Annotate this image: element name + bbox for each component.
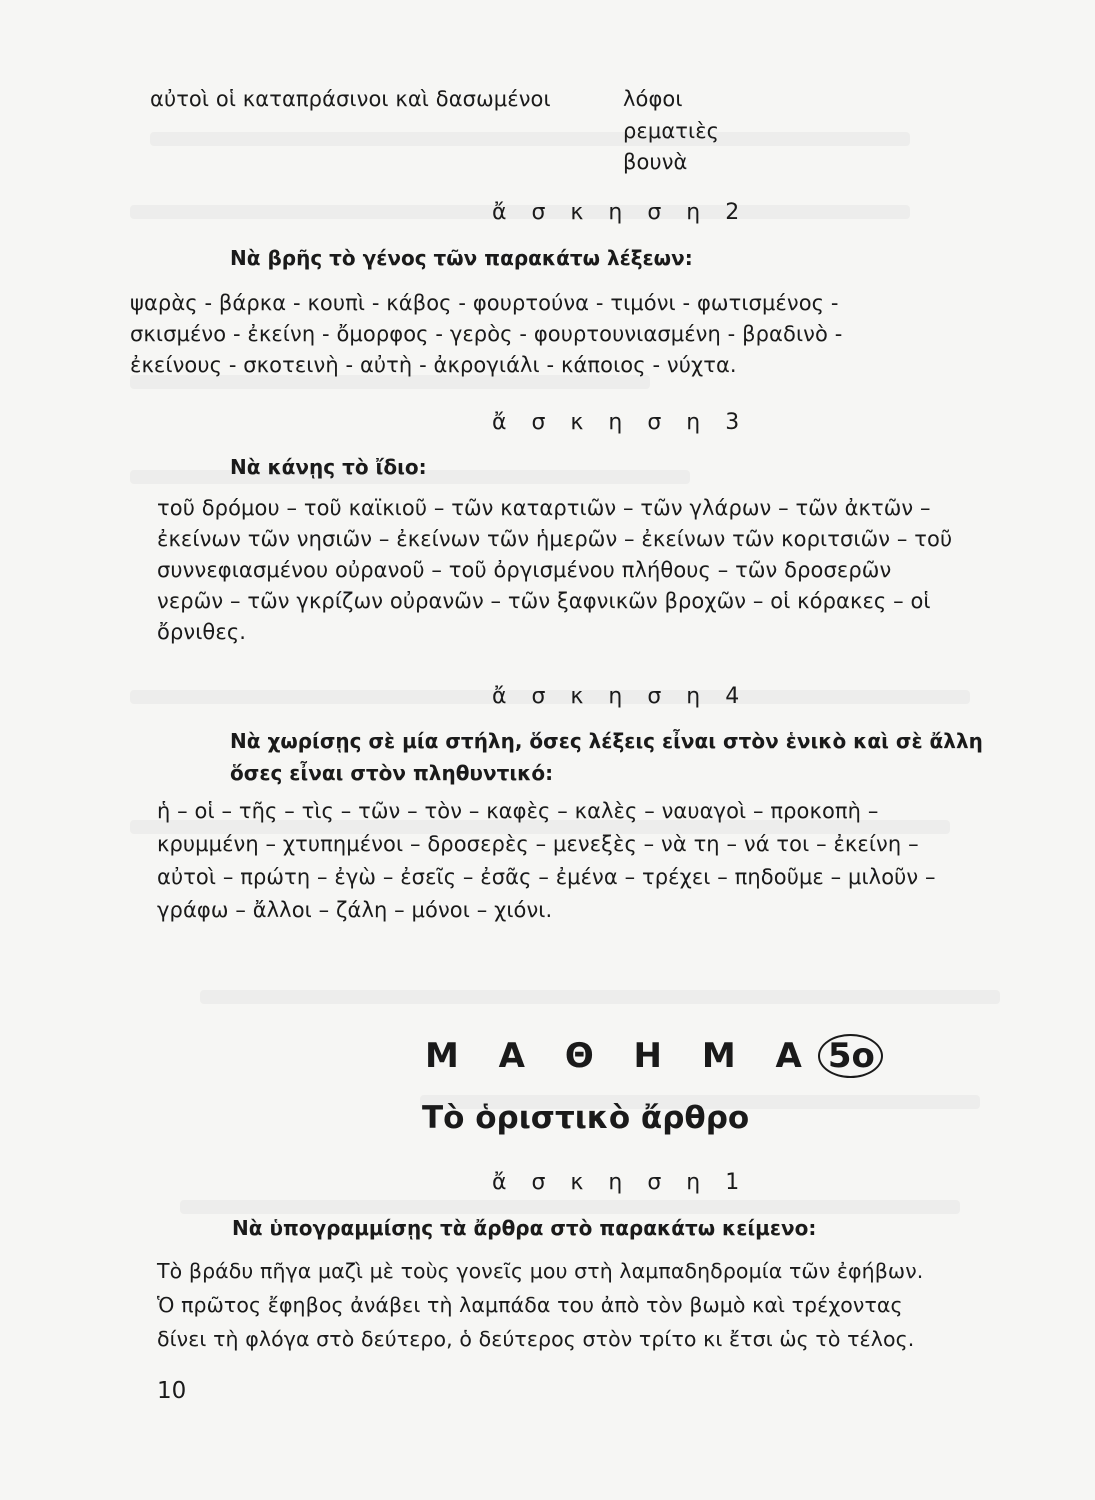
exercise-3-label: ἄ σ κ η σ η 3 <box>492 410 749 435</box>
word-list-line: συννεφιασμένου οὐρανοῦ – τοῦ ὀργισμένου πλήθους – τῶν δροσερῶν <box>157 558 892 582</box>
word-list-line: ἐκείνων τῶν νησιῶν – ἐκείνων τῶν ἡμερῶν – ἐκείνων τῶν κοριτσιῶν – τοῦ <box>157 527 953 551</box>
exercise-4-word-list <box>157 795 936 927</box>
passage-line: δίνει τὴ φλόγα στὸ δεύτερο, ὁ δεύτερος στὸν τρίτο κι ἔτσι ὡς τὸ τέλος. <box>157 1327 915 1351</box>
exercise-4-instruction-line-2: ὅσες εἶναι στὸν πληθυντικό: <box>230 761 554 785</box>
exercise-2-instruction: Νὰ βρῆς τὸ γένος τῶν παρακάτω λέξεων: <box>230 246 693 270</box>
show-through-mark <box>180 1200 960 1214</box>
show-through-mark <box>150 132 910 146</box>
page-number: 10 <box>157 1378 187 1404</box>
word-list-line: ὄρνιθες. <box>157 620 247 644</box>
exercise-1-instruction: Νὰ ὑπογραμμίσῃς τὰ ἄρθρα στὸ παρακάτω κείμενο: <box>232 1216 817 1240</box>
exercise-1-label: ἄ σ κ η σ η 1 <box>492 1170 749 1195</box>
exercise-1-text <box>157 1254 923 1356</box>
show-through-mark <box>200 990 1000 1004</box>
exercise-4-label: ἄ σ κ η σ η 4 <box>492 684 749 709</box>
exercise-3-word-list <box>157 493 952 648</box>
lesson-number-circle: 5ο <box>818 1034 883 1078</box>
lesson-subtitle: Τὸ ὁριστικὸ ἄρθρο <box>422 1100 750 1136</box>
exercise-2-label: ἄ σ κ η σ η 2 <box>492 200 749 225</box>
word-list-line: ἡ – οἱ – τῆς – τὶς – τῶν – τὸν – καφὲς – καλὲς – ναυαγοὶ – προκοπὴ – <box>157 799 879 823</box>
exercise-3-instruction: Νὰ κάνῃς τὸ ἴδιο: <box>230 455 427 479</box>
passage-line: Ὁ πρῶτος ἔφηβος ἀνάβει τὴ λαμπάδα του ἀπὸ τὸν βωμὸ καὶ τρέχοντας <box>157 1293 903 1317</box>
word-list-line: γράφω – ἄλλοι – ζάλη – μόνοι – χιόνι. <box>157 898 553 922</box>
word-list-line: ψαρὰς - βάρκα - κουπὶ - κάβος - φουρτούνα - τιμόνι - φωτισμένος - <box>130 291 839 315</box>
word-list-line: αὐτοὶ – πρώτη – ἐγὼ – ἐσεῖς – ἐσᾶς – ἐμένα – τρέχει – πηδοῦμε – μιλοῦν – <box>157 865 936 889</box>
word-list-line: τοῦ δρόμου – τοῦ καϊκιοῦ – τῶν καταρτιῶν – τῶν γλάρων – τῶν ἀκτῶν – <box>157 496 931 520</box>
word-list-line: ἐκείνους - σκοτεινὴ - αὐτὴ - ἀκρογιάλι - κάποιος - νύχτα. <box>130 353 737 377</box>
top-noun-2: ρεματιὲς <box>623 119 720 143</box>
top-noun-1: λόφοι <box>623 87 683 111</box>
passage-line: Τὸ βράδυ πῆγα μαζὶ μὲ τοὺς γονεῖς μου στὴ λαμπαδηδρομία τῶν ἐφήβων. <box>157 1259 924 1283</box>
word-list-line: νερῶν – τῶν γκρίζων οὐρανῶν – τῶν ξαφνικῶν βροχῶν – οἱ κόρακες – οἱ <box>157 589 931 613</box>
lesson-title <box>425 1034 883 1078</box>
word-list-line: κρυμμένη – χτυπημένοι – δροσερὲς – μενεξὲς – νὰ τη – νά τοι – ἐκείνη – <box>157 832 919 856</box>
top-noun-3: βουνὰ <box>623 150 688 174</box>
word-list-line: σκισμένο - ἐκείνη - ὄμορφος - γερὸς - φουρτουνιασμένη - βραδινὸ - <box>130 322 843 346</box>
lesson-title-text: Μ Α Θ Η Μ Α <box>425 1036 816 1076</box>
top-phrase: αὐτοὶ οἱ καταπράσινοι καὶ δασωμένοι <box>150 87 551 111</box>
exercise-2-word-list <box>130 288 842 381</box>
exercise-4-instruction-line-1: Νὰ χωρίσῃς σὲ μία στήλη, ὅσες λέξεις εἶναι στὸν ἑνικὸ καὶ σὲ ἄλλη <box>230 729 983 753</box>
